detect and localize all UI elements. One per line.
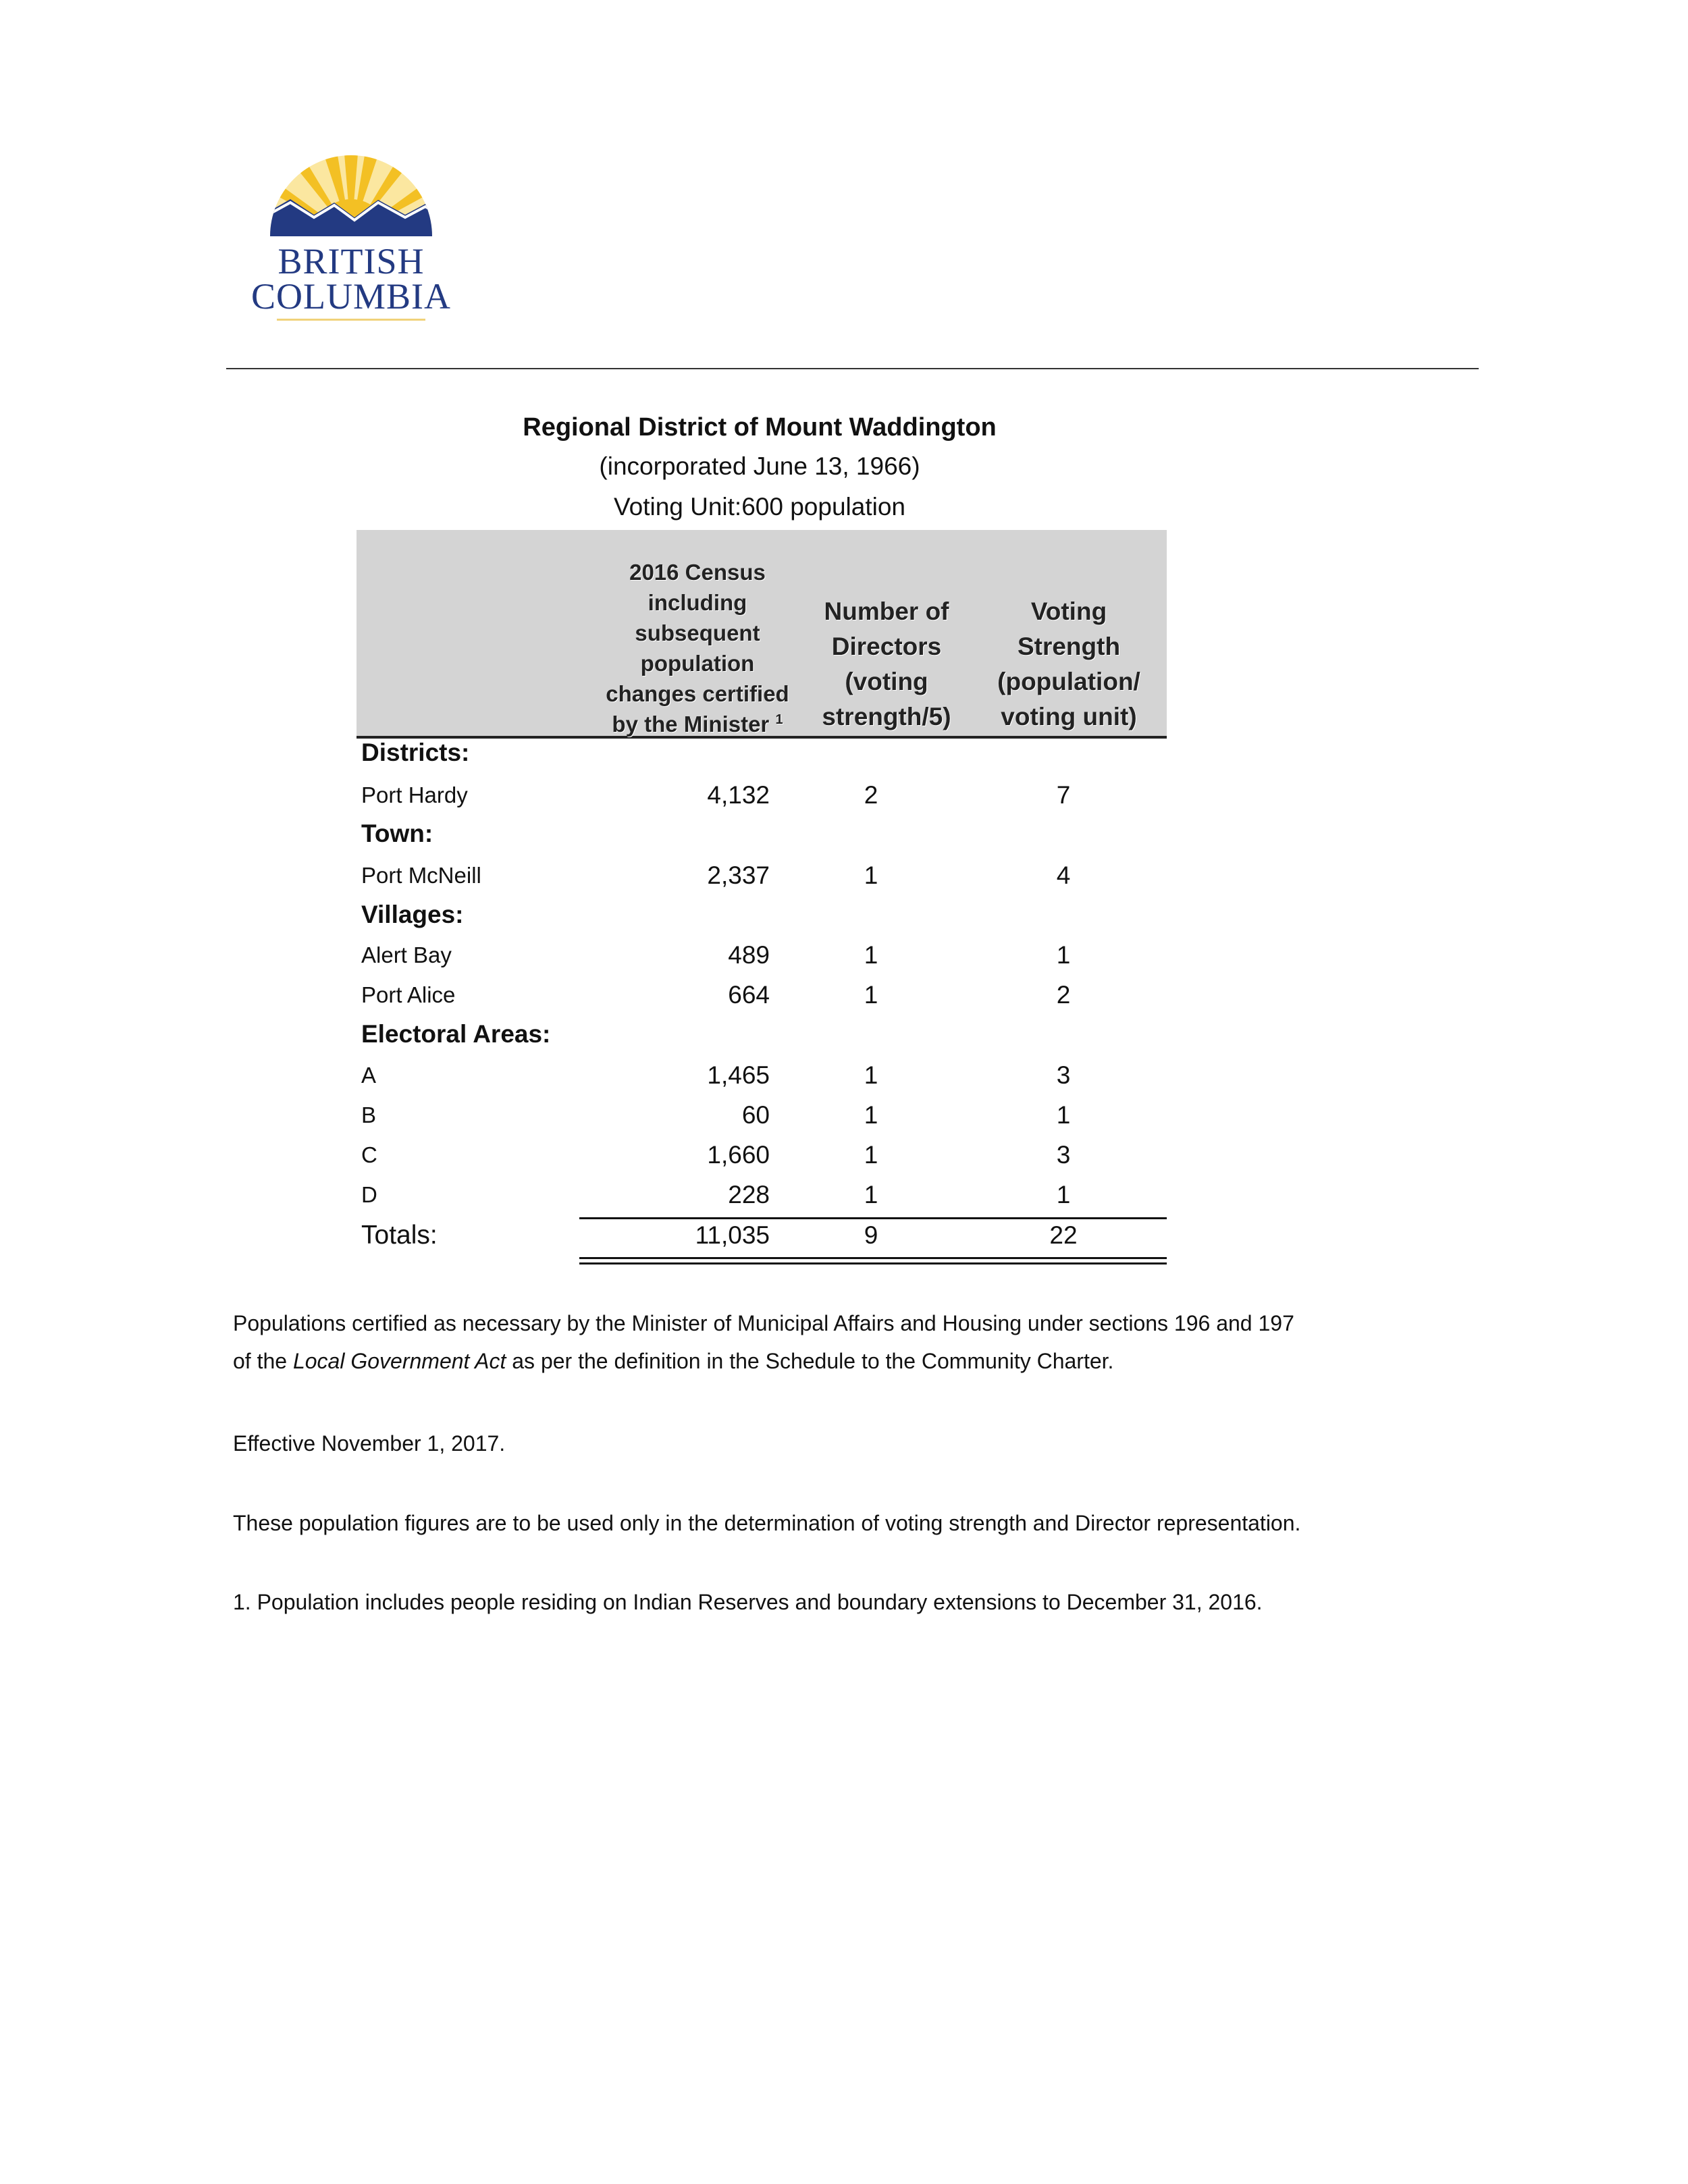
- section-label-villages: Villages:: [361, 901, 464, 928]
- row-directors: 1: [864, 941, 878, 969]
- row-directors: 1: [864, 981, 878, 1009]
- act-name: Local Government Act: [292, 1349, 506, 1373]
- row-name: A: [361, 1063, 377, 1088]
- voting-header-line: voting unit): [1001, 703, 1137, 730]
- voting-header-line: Strength: [1017, 633, 1121, 660]
- totals-population: 11,035: [695, 1221, 770, 1249]
- certification-note: [233, 1304, 1448, 1380]
- section-label-districts: Districts:: [361, 739, 470, 766]
- row-name: B: [361, 1102, 377, 1127]
- footnote-1: 1. Population includes people residing on Indian Reserves and boundary extensions to December 31, 2016.: [233, 1590, 1263, 1614]
- section-label-town: Town:: [361, 820, 433, 847]
- usage-note: These population figures are to be used only in the determination of voting strength and Director representation.: [233, 1511, 1301, 1535]
- page-title: Regional District of Mount Waddington: [523, 413, 997, 442]
- row-directors: 1: [864, 861, 878, 889]
- header-rule: [226, 368, 1479, 369]
- directors-header-line: strength/5): [822, 703, 951, 730]
- row-voting-strength: 2: [1056, 981, 1071, 1009]
- row-name: Port Hardy: [361, 782, 468, 807]
- totals-top-rule: [579, 1217, 1167, 1219]
- british-columbia-logo: [243, 135, 459, 331]
- row-population: 1,660: [707, 1141, 770, 1169]
- row-population: 1,465: [707, 1061, 770, 1089]
- row-population: 60: [741, 1101, 770, 1129]
- row-directors: 1: [864, 1141, 878, 1169]
- table-header: [357, 530, 1167, 739]
- directors-header-line: Number of: [824, 597, 949, 625]
- row-voting-strength: 1: [1056, 941, 1071, 969]
- directors-header-line: Directors: [831, 633, 942, 660]
- totals-double-rule-top: [579, 1257, 1167, 1259]
- section-label-electoral-areas: Electoral Areas:: [361, 1020, 551, 1048]
- census-header-text: by the Minister: [612, 712, 770, 737]
- column-header-census: [579, 557, 816, 739]
- row-voting-strength: 4: [1056, 861, 1071, 889]
- row-population: 4,132: [707, 781, 770, 809]
- voting-header-line: (population/: [997, 668, 1140, 695]
- logo-underline: [277, 319, 425, 321]
- row-directors: 1: [864, 1181, 878, 1208]
- row-directors: 2: [864, 781, 878, 809]
- logo-text-british: BRITISH: [278, 241, 425, 282]
- column-header-voting-strength: [964, 594, 1173, 735]
- census-header-line: 2016 Census: [629, 560, 766, 585]
- totals-voting-strength: 22: [1049, 1221, 1078, 1249]
- effective-date-note: Effective November 1, 2017.: [233, 1431, 506, 1456]
- totals-double-rule-bottom: [579, 1262, 1167, 1264]
- row-voting-strength: 3: [1056, 1141, 1071, 1169]
- census-header-line: subsequent: [635, 620, 760, 645]
- logo-text-columbia: COLUMBIA: [250, 276, 451, 317]
- note-text: of the: [233, 1349, 293, 1373]
- row-name: Alert Bay: [361, 942, 452, 967]
- row-population: 664: [728, 981, 770, 1009]
- census-header-line: including: [648, 590, 747, 615]
- row-name: C: [361, 1142, 377, 1167]
- row-name: Port Alice: [361, 982, 456, 1007]
- row-name: D: [361, 1182, 377, 1207]
- row-voting-strength: 1: [1056, 1101, 1071, 1129]
- certification-note-line2: [233, 1342, 1448, 1380]
- voting-header-line: Voting: [1030, 597, 1107, 625]
- column-header-directors: [785, 594, 988, 735]
- row-population: 228: [728, 1181, 770, 1208]
- sun-mountain-icon: [243, 135, 459, 243]
- certification-note-line1: Populations certified as necessary by the Minister of Municipal Affairs and Housing under sections 196 and 197: [233, 1311, 1294, 1335]
- census-header-line: [579, 709, 816, 739]
- row-directors: 1: [864, 1061, 878, 1089]
- totals-label: Totals:: [361, 1221, 438, 1250]
- row-directors: 1: [864, 1101, 878, 1129]
- census-header-line: changes certified: [606, 681, 789, 706]
- totals-directors: 9: [864, 1221, 878, 1249]
- row-voting-strength: 7: [1056, 781, 1071, 809]
- row-voting-strength: 3: [1056, 1061, 1071, 1089]
- voting-unit-label: Voting Unit:600 population: [613, 493, 905, 521]
- row-population: 2,337: [707, 861, 770, 889]
- census-header-line: population: [640, 651, 755, 676]
- row-population: 489: [728, 941, 770, 969]
- page-subtitle: (incorporated June 13, 1966): [599, 452, 920, 480]
- row-voting-strength: 1: [1056, 1181, 1071, 1208]
- row-name: Port McNeill: [361, 863, 481, 888]
- footnote-mark: 1: [775, 712, 783, 727]
- directors-header-line: (voting: [845, 668, 928, 695]
- note-text: as per the definition in the Schedule to the Community Charter.: [506, 1349, 1114, 1373]
